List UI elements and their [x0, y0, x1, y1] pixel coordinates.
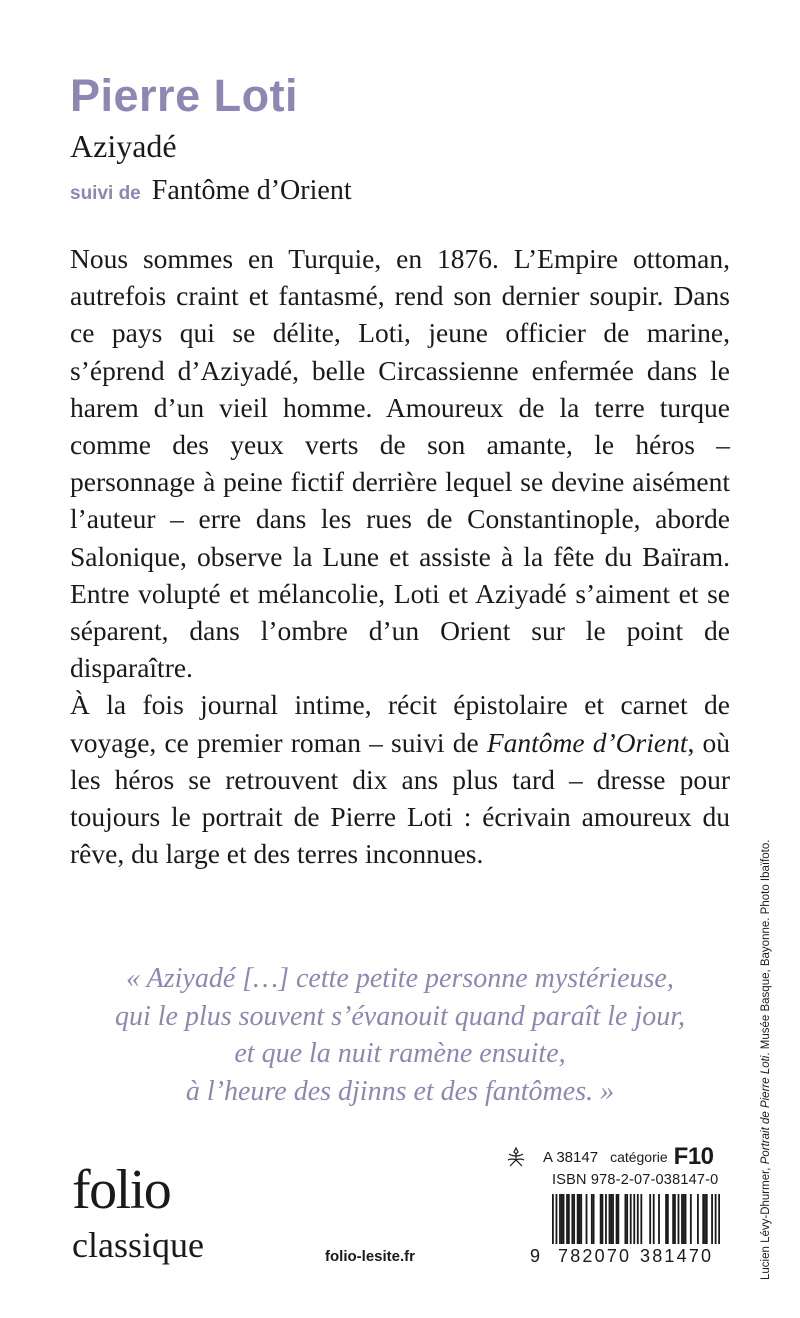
barcode-bar: [566, 1194, 568, 1244]
barcode-bar: [697, 1194, 699, 1244]
barcode-left-group: 782070: [558, 1246, 632, 1266]
category-label: catégorie: [610, 1149, 668, 1165]
classique-label: classique: [72, 1225, 204, 1265]
summary-paragraph-1: Nous sommes en Turquie, en 1876. L’Empire ottoman, autrefois craint et fantasmé, rend son dernier soupir. Dans ce pays qui se délite, Loti, jeune officier de marine, s’éprend d’Aziyadé, belle Circassienne enfermée dans le harem d’un vieil homme. Amoureux de la terre turque comme des yeux verts de son amante, le héros – personnage à peine fictif derrière lequel se devine aisément l’auteur – erre dans les rues de Constantinople, aborde Salonique, observe la Lune et assiste à la fête du Baïram. Entre volupté et mélancolie, Loti et Aziyadé s’aiment et se séparent, dans l’ombre d’un Orient sur le point de disparaître.: [70, 243, 730, 684]
barcode-bar: [681, 1194, 683, 1244]
book-title: Aziyadé: [70, 128, 177, 164]
barcode-bar: [580, 1194, 582, 1244]
folio-logo: folio: [72, 1159, 171, 1221]
barcode-bar: [605, 1194, 607, 1244]
reference-line: [505, 1142, 720, 1172]
suivi-de-label: suivi de: [70, 183, 141, 204]
barcode-bar: [667, 1194, 669, 1244]
barcode-bar: [616, 1194, 618, 1244]
barcode-bar: [665, 1194, 667, 1244]
barcode-bar: [571, 1194, 573, 1244]
credit-end: . Musée Basque, Bayonne. Photo Ibaïfoto.: [760, 839, 772, 1056]
summary-paragraph-2-italic: Fantôme d’Orient: [486, 726, 688, 758]
barcode-bar: [577, 1194, 579, 1244]
barcode-bar: [552, 1194, 554, 1244]
publisher-website: folio-lesite.fr: [325, 1248, 416, 1265]
credit-start: Lucien Lévy-Dhurmer,: [760, 1164, 772, 1280]
barcode: [552, 1194, 720, 1244]
barcode-bar: [568, 1194, 570, 1244]
barcode-bar: [626, 1194, 628, 1244]
barcode-bar: [702, 1194, 704, 1244]
barcode-bar: [683, 1194, 685, 1244]
back-cover-summary: [70, 240, 730, 872]
summary-paragraph-2-end: , où les héros se retrouvent dix ans plus tard – dresse pour toujours le portrait de Pierre Loti : écrivain amoureux du rêve, du large et des terres inconnues.: [70, 726, 731, 870]
barcode-bar: [672, 1194, 674, 1244]
quote-line: à l’heure des djinns et des fantômes. »: [185, 1075, 615, 1107]
barcode-bar: [563, 1194, 565, 1244]
summary-paragraph-2: [70, 686, 730, 872]
barcode-bar: [617, 1194, 619, 1244]
quote-line: et que la nuit ramène ensuite,: [234, 1038, 566, 1069]
barcode-bar: [610, 1194, 612, 1244]
barcode-bar: [630, 1194, 632, 1244]
barcode-bar: [556, 1194, 558, 1244]
barcode-bar: [718, 1194, 720, 1244]
barcode-bar: [653, 1194, 655, 1244]
barcode-bar: [586, 1194, 588, 1244]
barcode-bar: [633, 1194, 635, 1244]
barcode-bar: [715, 1194, 717, 1244]
barcode-bar: [602, 1194, 604, 1244]
quote-line: qui le plus souvent s’évanouit quand paraît le jour,: [114, 1000, 686, 1032]
barcode-bar: [579, 1194, 581, 1244]
cover-credit: [760, 720, 772, 1280]
summary-paragraph-2-start: À la fois journal intime, récit épistolaire et carnet de voyage, ce premier roman – suivi de: [70, 689, 730, 758]
barcode-bar: [678, 1194, 680, 1244]
credit-italic: Portrait de Pierre Loti: [760, 1055, 772, 1165]
barcode-bar: [600, 1194, 602, 1244]
barcode-bar: [711, 1194, 713, 1244]
barcode-bar: [658, 1194, 660, 1244]
barcode-digits: [530, 1246, 725, 1270]
barcode-bar: [690, 1194, 692, 1244]
barcode-bar: [612, 1194, 614, 1244]
category-value: F10: [673, 1143, 714, 1170]
barcode-bar: [573, 1194, 575, 1244]
barcode-bar: [559, 1194, 561, 1244]
barcode-bar: [706, 1194, 708, 1244]
quote-line: « Aziyadé […] cette petite personne mystérieuse,: [126, 963, 674, 994]
barcode-bar: [704, 1194, 706, 1244]
isbn: ISBN 978-2-07-038147-0: [552, 1172, 719, 1188]
barcode-bar: [640, 1194, 642, 1244]
pull-quote: [60, 960, 740, 1110]
barcode-bar: [561, 1194, 563, 1244]
reference-code: A 38147: [543, 1148, 599, 1166]
barcode-bar: [625, 1194, 627, 1244]
barcode-first-digit: 9: [530, 1246, 541, 1266]
gallimard-emblem-icon: [505, 1146, 527, 1168]
book-subtitle: [70, 175, 352, 207]
barcode-bar: [649, 1194, 651, 1244]
barcode-bar: [609, 1194, 611, 1244]
subtitle-text: Fantôme d’Orient: [151, 175, 352, 206]
barcode-bar: [685, 1194, 687, 1244]
barcode-right-group: 381470: [640, 1246, 714, 1266]
barcode-bar: [591, 1194, 593, 1244]
author-name: Pierre Loti: [70, 70, 299, 121]
barcode-bar: [637, 1194, 639, 1244]
barcode-bar: [674, 1194, 676, 1244]
barcode-bar: [593, 1194, 595, 1244]
